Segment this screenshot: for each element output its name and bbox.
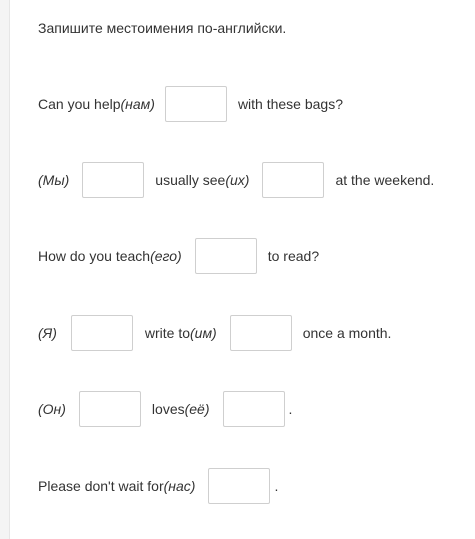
sentence-row-6 [38, 467, 278, 505]
sentence-text: with these bags? [237, 96, 344, 112]
sentence-text: usually see [155, 172, 226, 188]
sentence-text: to read? [267, 248, 320, 264]
sentence-row-3 [38, 237, 319, 275]
answer-input-5[interactable] [71, 315, 133, 351]
answer-input-9[interactable] [208, 468, 270, 504]
answer-input-1[interactable] [165, 86, 227, 122]
sentence-period: . [274, 478, 279, 494]
sentence-row-4 [38, 314, 391, 352]
pronoun-hint: (Мы) [38, 172, 70, 188]
answer-input-3[interactable] [262, 162, 324, 198]
pronoun-hint: (им) [190, 325, 217, 341]
pronoun-hint: (нас) [163, 478, 196, 494]
pronoun-hint: (Я) [38, 325, 57, 341]
sentence-row-5 [38, 390, 292, 428]
answer-input-2[interactable] [82, 162, 144, 198]
sentence-text: at the weekend. [335, 172, 435, 188]
answer-input-6[interactable] [230, 315, 292, 351]
exercise-instruction: Запишите местоимения по-английски. [38, 20, 287, 36]
sentence-text: loves [151, 401, 185, 417]
sentence-row-2 [38, 161, 434, 199]
answer-input-7[interactable] [79, 391, 141, 427]
pronoun-hint: (их) [225, 172, 250, 188]
pronoun-hint: (Он) [38, 401, 66, 417]
answer-input-8[interactable] [223, 391, 285, 427]
pronoun-hint: (его) [150, 248, 182, 264]
sentence-text: How do you teach [38, 248, 151, 264]
sentence-row-1 [38, 85, 343, 123]
pronoun-hint: (нам) [120, 96, 155, 112]
sentence-text: write to [144, 325, 190, 341]
answer-input-4[interactable] [195, 238, 257, 274]
sentence-text: once a month. [302, 325, 392, 341]
sentence-period: . [288, 401, 293, 417]
sentence-text: Can you help [38, 96, 121, 112]
pronoun-hint: (её) [184, 401, 210, 417]
sentence-text: Please don't wait for [38, 478, 164, 494]
left-panel-border [0, 0, 10, 539]
exercise-content [38, 0, 475, 539]
